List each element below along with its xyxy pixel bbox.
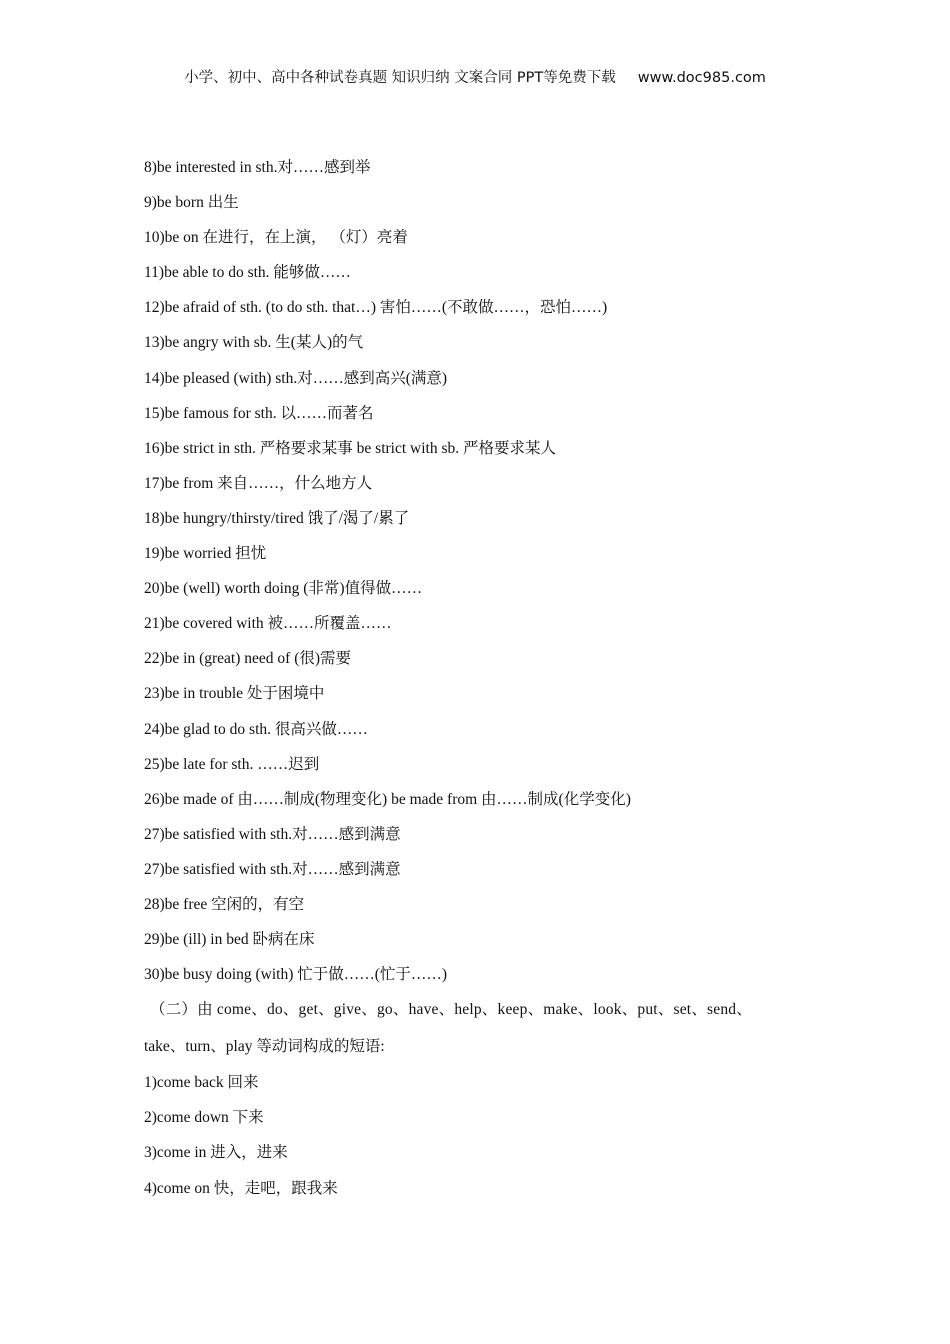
phrase-line: 11)be able to do sth. 能够做…… xyxy=(144,264,351,282)
phrase-line: 27)be satisfied with sth.对……感到满意 xyxy=(144,825,401,843)
page-header xyxy=(0,66,950,87)
phrase-line: 4)come on 快，走吧，跟我来 xyxy=(144,1179,338,1197)
phrase-list xyxy=(144,150,814,1206)
phrase-line: 22)be in (great) need of (很)需要 xyxy=(144,650,352,668)
phrase-line: 3)come in 进入，进来 xyxy=(144,1144,288,1162)
section-heading-line: （二）由 come、do、get、give、go、have、help、keep、make、look、put、set、send、 xyxy=(150,1001,752,1019)
header-tagline: 小学、初中、高中各种试卷真题 知识归纳 文案合同 PPT等免费下载 xyxy=(184,70,616,86)
phrase-line: 18)be hungry/thirsty/tired 饿了/渴了/累了 xyxy=(144,509,410,527)
phrase-line: 10)be on 在进行，在上演， （灯）亮着 xyxy=(144,229,408,247)
phrase-line: 26)be made of 由……制成(物理变化) be made from 由……制成(化学变化) xyxy=(144,790,631,808)
phrase-line: 30)be busy doing (with) 忙于做……(忙于……) xyxy=(144,966,448,984)
phrase-line: 20)be (well) worth doing (非常)值得做…… xyxy=(144,580,423,598)
phrase-line: 28)be free 空闲的，有空 xyxy=(144,895,305,913)
phrase-line: 16)be strict in sth. 严格要求某事 be strict with sb. 严格要求某人 xyxy=(144,439,557,457)
header-site-url[interactable]: www.doc985.com xyxy=(637,70,766,86)
phrase-line: 21)be covered with 被……所覆盖…… xyxy=(144,615,392,633)
phrase-line: 17)be from 来自……，什么地方人 xyxy=(144,474,373,492)
phrase-line: 8)be interested in sth.对……感到举 xyxy=(144,159,371,176)
phrase-line: 2)come down 下来 xyxy=(144,1109,264,1127)
phrase-line: 13)be angry with sb. 生(某人)的气 xyxy=(144,334,364,352)
phrase-line: 15)be famous for sth. 以……而著名 xyxy=(144,404,374,422)
phrase-line: 29)be (ill) in bed 卧病在床 xyxy=(144,931,315,949)
phrase-line: 23)be in trouble 处于困境中 xyxy=(144,685,325,703)
phrase-line: 12)be afraid of sth. (to do sth. that…) 害怕……(不敢做……，恐怕……) xyxy=(144,299,608,317)
phrase-line: 24)be glad to do sth. 很高兴做…… xyxy=(144,720,368,738)
phrase-line: 9)be born 出生 xyxy=(144,194,239,212)
phrase-line: 14)be pleased (with) sth.对……感到高兴(满意) xyxy=(144,369,448,387)
phrase-line: 19)be worried 担忧 xyxy=(144,545,267,563)
section-heading-continuation: take、turn、play 等动词构成的短语: xyxy=(144,1037,385,1055)
phrase-line: 1)come back 回来 xyxy=(144,1074,259,1092)
phrase-line: 25)be late for sth. ……迟到 xyxy=(144,755,320,773)
phrase-line: 27)be satisfied with sth.对……感到满意 xyxy=(144,860,401,878)
